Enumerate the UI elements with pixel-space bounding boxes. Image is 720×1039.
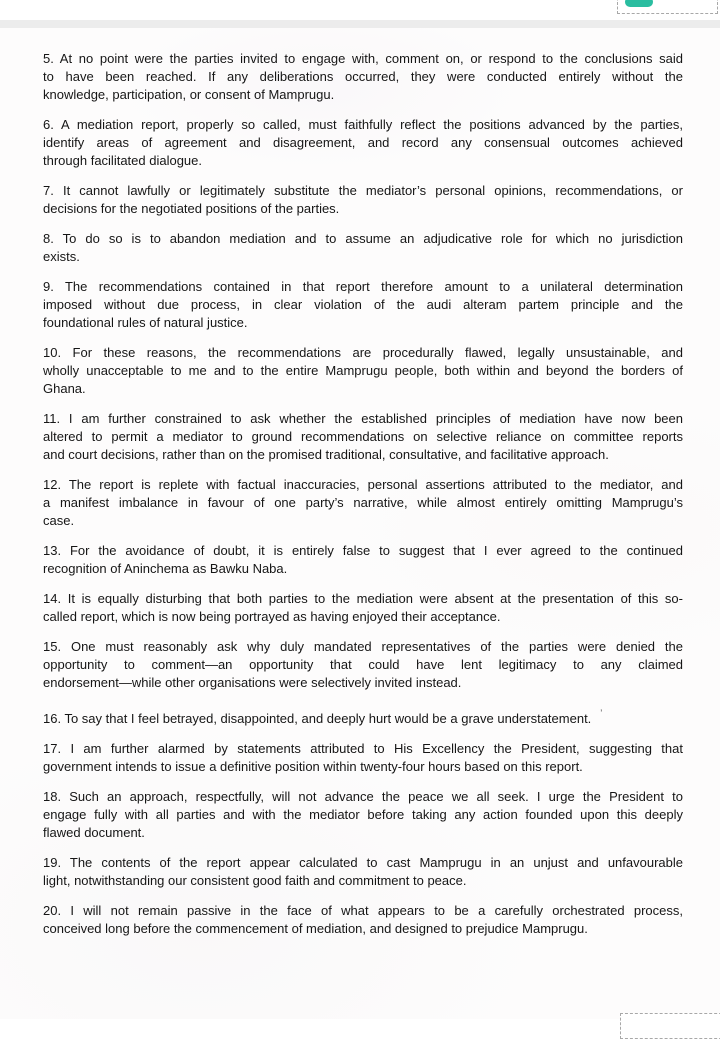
paragraph-12 (43, 476, 683, 530)
paragraph-19 (43, 854, 683, 890)
paragraph-line: 13. For the avoidance of doubt, it is entirely false to suggest that I ever agreed to the continued (43, 543, 683, 558)
paragraph-10 (43, 344, 683, 398)
paragraph-6 (43, 116, 683, 170)
scanner-gray-band (0, 20, 720, 28)
paragraph-line: 14. It is equally disturbing that both parties to the mediation were absent at the presentation of this so- (43, 591, 683, 606)
paragraph-line: flawed document. (43, 825, 145, 840)
paragraph-8 (43, 230, 683, 266)
paragraph-line: recognition of Aninchema as Bawku Naba. (43, 561, 288, 576)
paragraph-5 (43, 50, 683, 104)
paragraph-line: imposed without due process, in clear violation of the audi alteram partem principle and the (43, 297, 683, 312)
paragraph-line: light, notwithstanding our consistent good faith and commitment to peace. (43, 873, 467, 888)
paragraph-line: called report, which is now being portrayed as having enjoyed their acceptance. (43, 609, 501, 624)
selection-box-bottom-right[interactable] (620, 1013, 720, 1039)
paragraph-line: decisions for the negotiated positions of the parties. (43, 201, 340, 216)
paragraph-line: 10. For these reasons, the recommendations are procedurally flawed, legally unsustainable, and (43, 345, 683, 360)
paragraph-text: 16. To say that I feel betrayed, disappointed, and deeply hurt would be a grave understatement. (43, 711, 592, 726)
paragraph-15 (43, 638, 683, 692)
paragraph-line: 17. I am further alarmed by statements attributed to His Excellency the President, suggesting that (43, 741, 683, 756)
document-text-block (43, 50, 683, 950)
paragraph-line: foundational rules of natural justice. (43, 315, 248, 330)
paragraph-line: endorsement—while other organisations were selectively invited instead. (43, 675, 462, 690)
paragraph-line: 19. The contents of the report appear calculated to cast Mamprugu in an unjust and unfavourable (43, 855, 683, 870)
paragraph-line: identify areas of agreement and disagreement, and record any consensual outcomes achieved (43, 135, 683, 150)
paragraph-line: a manifest imbalance in favour of one party’s narrative, while almost entirely omitting Mamprugu’s (43, 495, 683, 510)
paragraph-line: altered to permit a mediator to ground recommendations on selective reliance on committee reports (43, 429, 683, 444)
paragraph-17 (43, 740, 683, 776)
paragraph-9 (43, 278, 683, 332)
paragraph-line: 8. To do so is to abandon mediation and to assume an adjudicative role for which no jurisdiction (43, 231, 683, 246)
paragraph-16 (43, 704, 683, 728)
paragraph-20 (43, 902, 683, 938)
paragraph-line: government intends to issue a definitive position within twenty-four hours based on this report. (43, 759, 583, 774)
paragraph-line: and court decisions, rather than on the promised traditional, consultative, and facilitative approach. (43, 447, 609, 462)
paragraph-13 (43, 542, 683, 578)
paragraph-11 (43, 410, 683, 464)
paragraph-line: 18. Such an approach, respectfully, will not advance the peace we all seek. I urge the President to (43, 789, 683, 804)
paragraph-line: 6. A mediation report, properly so called, must faithfully reflect the positions advanced by the parties, (43, 117, 683, 132)
paragraph-line: 12. The report is replete with factual inaccuracies, personal assertions attributed to the mediator, and (43, 477, 683, 492)
paragraph-line: to have been reached. If any deliberations occurred, they were conducted entirely without the (43, 69, 683, 84)
paragraph-line: knowledge, participation, or consent of Mamprugu. (43, 87, 335, 102)
paragraph-line: wholly unacceptable to me and to the entire Mamprugu people, both within and beyond the borders of (43, 363, 683, 378)
paragraph-line: through facilitated dialogue. (43, 153, 203, 168)
paragraph-line: 5. At no point were the parties invited to engage with, comment on, or respond to the conclusions said (43, 51, 683, 66)
paragraph-line: Ghana. (43, 381, 86, 396)
paragraph-line: 20. I will not remain passive in the face of what appears to be a carefully orchestrated process, (43, 903, 683, 918)
paragraph-line: conceived long before the commencement of mediation, and designed to prejudice Mamprugu. (43, 921, 588, 936)
paragraph-18 (43, 788, 683, 842)
paragraph-line: opportunity to comment—an opportunity that could have lent legitimacy to any claimed (43, 657, 683, 672)
paragraph-line: 15. One must reasonably ask why duly mandated representatives of the parties were denied the (43, 639, 683, 654)
paragraph-line: case. (43, 513, 75, 528)
paragraph-7 (43, 182, 683, 218)
paragraph-line: exists. (43, 249, 80, 264)
paragraph-line: 9. The recommendations contained in that report therefore amount to a unilateral determination (43, 279, 683, 294)
paragraph-14 (43, 590, 683, 626)
paragraph-line: engage fully with all parties and with the mediator before taking any action founded upon this deeply (43, 807, 683, 822)
paragraph-line: 11. I am further constrained to ask whether the established principles of mediation have now been (43, 411, 683, 426)
paragraph-line (43, 704, 683, 728)
teal-pill-button[interactable] (625, 0, 653, 7)
stray-scan-mark: ’ (600, 708, 603, 718)
paragraph-line: 7. It cannot lawfully or legitimately substitute the mediator’s personal opinions, recommendations, or (43, 183, 683, 198)
